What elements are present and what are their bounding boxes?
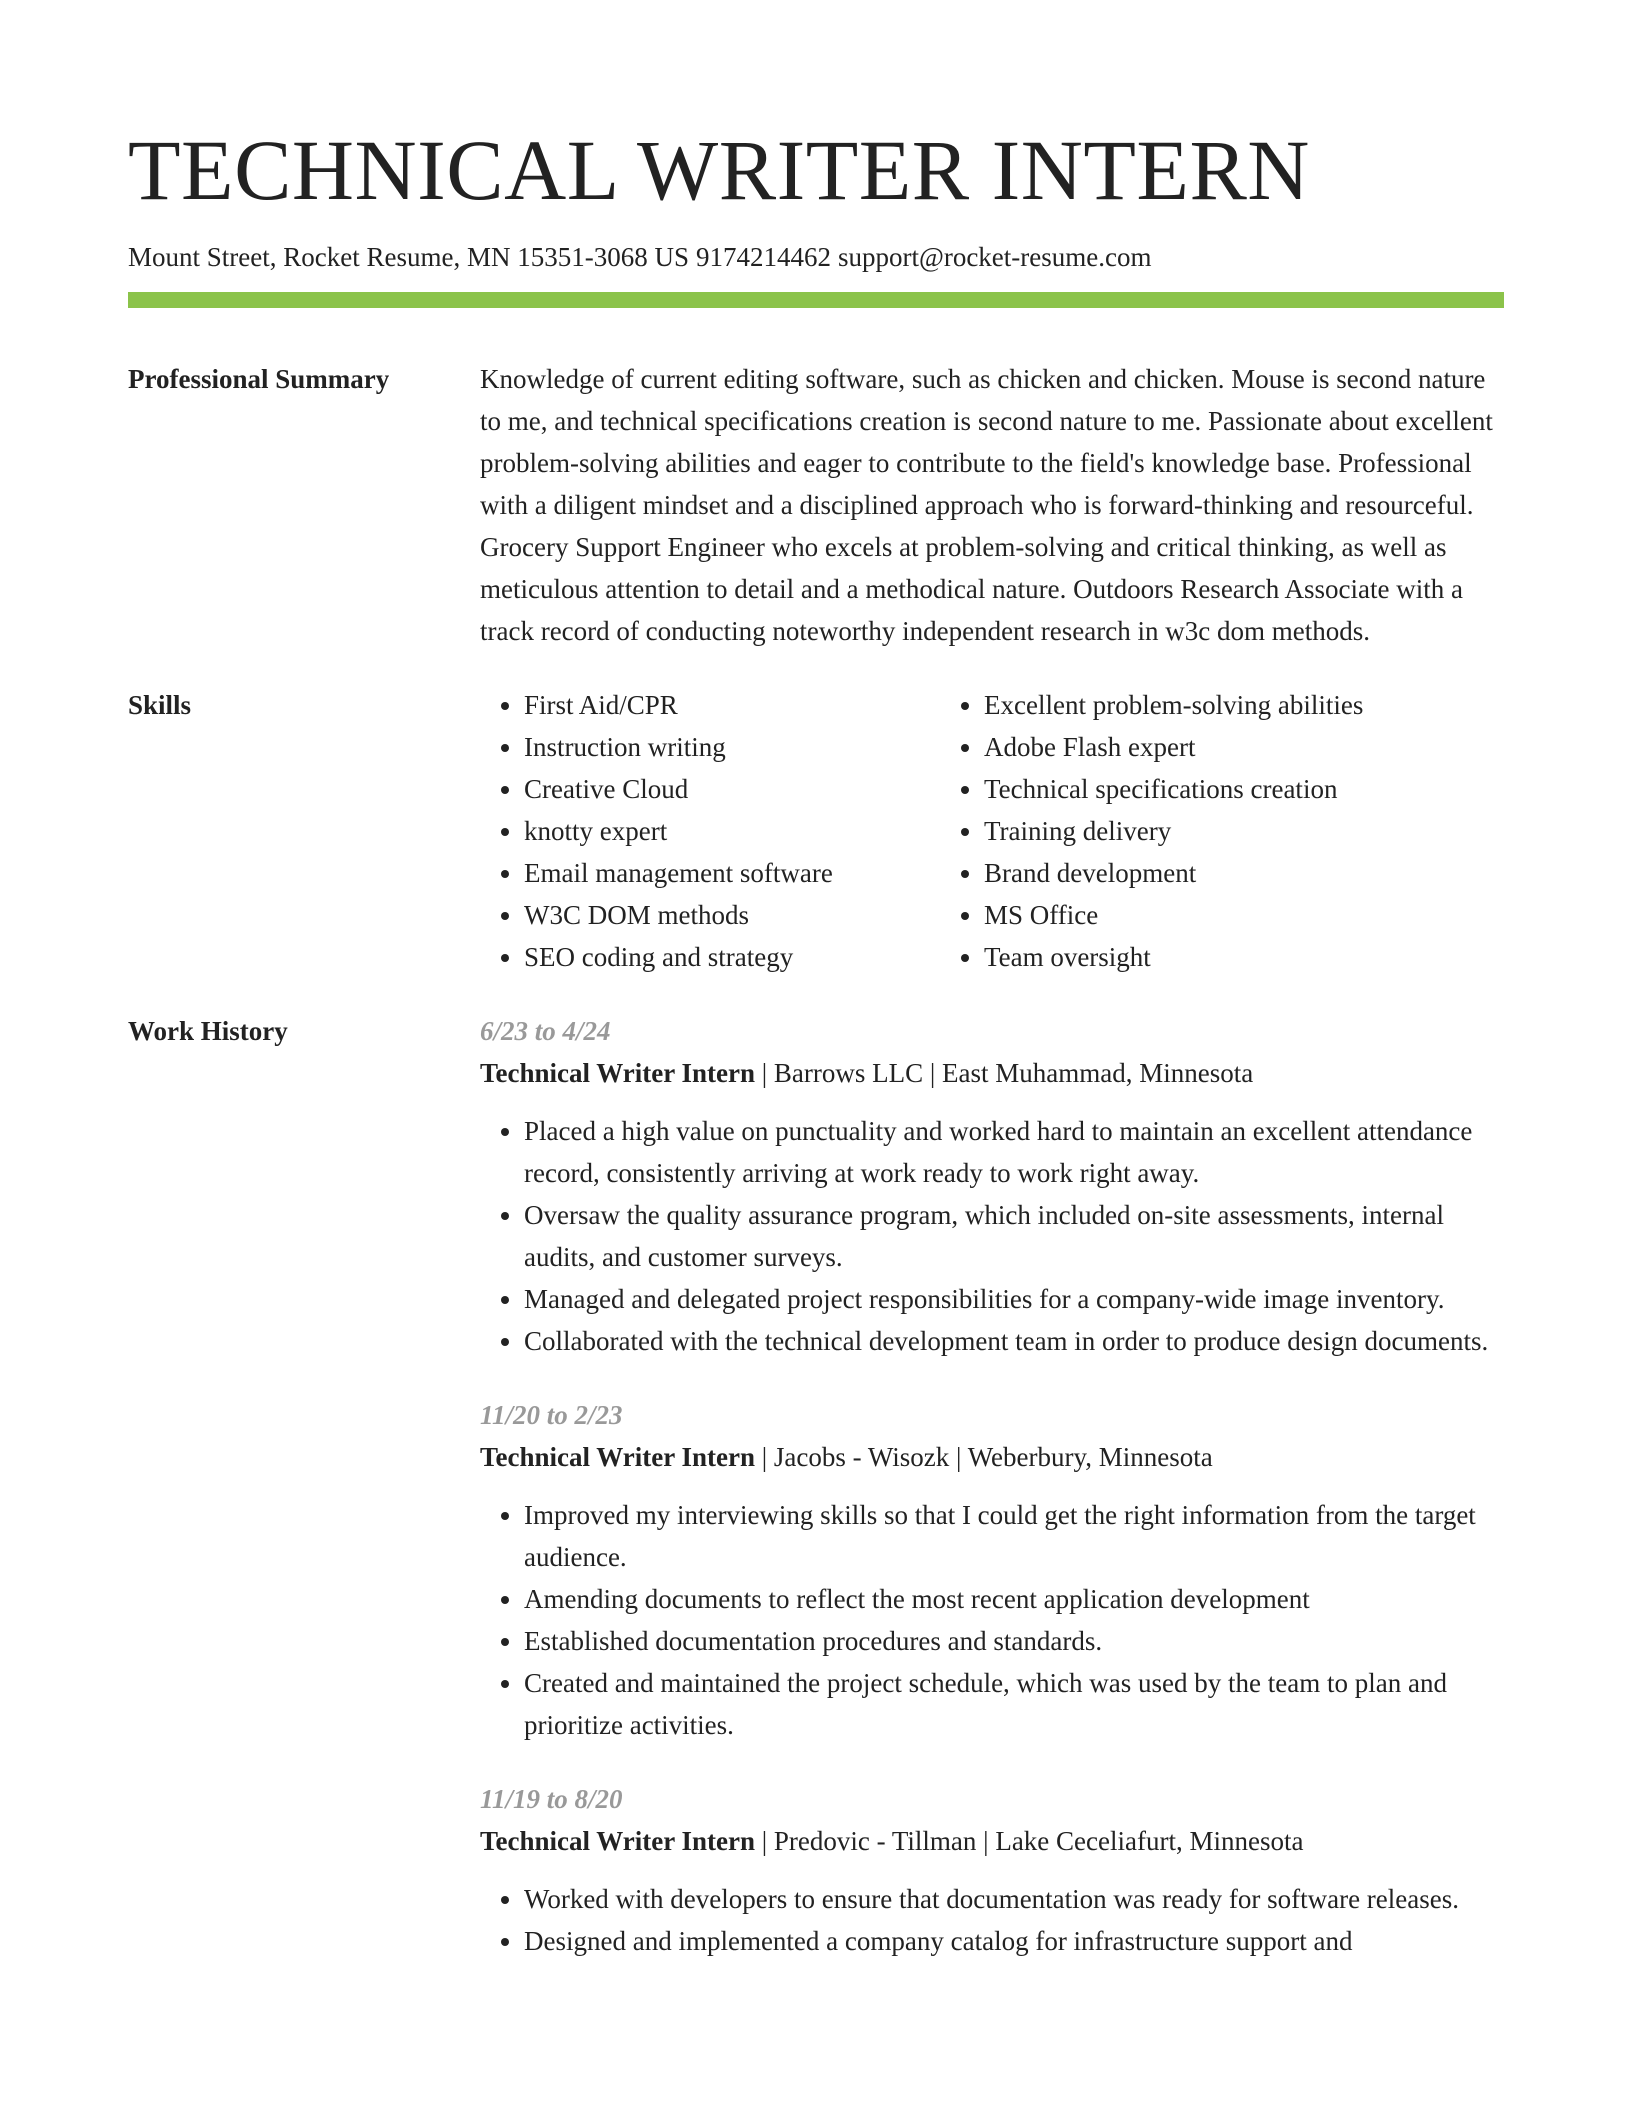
work-history-body	[480, 1010, 1504, 1962]
job-dates: 11/20 to 2/23	[480, 1400, 623, 1430]
skill-item: • Creative Cloud	[524, 768, 940, 810]
skill-item: • SEO coding and strategy	[524, 936, 940, 978]
work-history-heading: Work History	[128, 1016, 288, 1046]
skill-item: • Training delivery	[984, 810, 1500, 852]
skills-list-right	[940, 684, 1500, 978]
job-title: Technical Writer Intern	[480, 1826, 755, 1856]
resume-title: TECHNICAL WRITER INTERN	[128, 122, 1310, 218]
contact-email: support@rocket-resume.com	[837, 242, 1152, 272]
job-bullet: • Placed a high value on punctuality and worked hard to maintain an excellent attendance record, consistently arriving at work ready to work right away.	[524, 1110, 1504, 1194]
job-dates: 11/19 to 8/20	[480, 1784, 623, 1814]
skill-item: • First Aid/CPR	[524, 684, 940, 726]
contact-address: Mount Street, Rocket Resume, MN 15351-3068 US	[128, 242, 689, 272]
skills-list-left	[480, 684, 940, 978]
job-company-location: | Jacobs - Wisozk | Weberbury, Minnesota	[755, 1442, 1213, 1472]
job-title: Technical Writer Intern	[480, 1442, 755, 1472]
job-company-location: | Predovic - Tillman | Lake Ceceliafurt, Minnesota	[755, 1826, 1304, 1856]
skill-item: • Instruction writing	[524, 726, 940, 768]
job-bullet: • Oversaw the quality assurance program, which included on-site assessments, internal audits, and customer surveys.	[524, 1194, 1504, 1278]
skill-item: • Team oversight	[984, 936, 1500, 978]
summary-body	[480, 358, 1504, 652]
job-entry	[480, 1394, 1504, 1746]
accent-divider	[128, 292, 1504, 308]
summary-text: Knowledge of current editing software, such as chicken and chicken. Mouse is second nature to me, and technical specifications creation is second nature to me. Passionate about excellent problem-solving abilities and eager to contribute to the field's knowledge base. Professional with a diligent mindset and a disciplined approach who is forward-thinking and resourceful. Grocery Support Engineer who excels at problem-solving and critical thinking, as well as meticulous attention to detail and a methodical nature. Outdoors Research Associate with a track record of conducting noteworthy independent research in w3c dom methods.	[480, 364, 1493, 646]
work-history-section	[128, 1010, 1504, 1962]
job-heading	[480, 1052, 1504, 1094]
skills-section	[128, 684, 1504, 978]
job-bullet: • Amending documents to reflect the most recent application development	[524, 1578, 1504, 1620]
job-title: Technical Writer Intern	[480, 1058, 755, 1088]
contact-phone: 9174214462	[695, 242, 831, 272]
job-dates: 6/23 to 4/24	[480, 1016, 611, 1046]
skills-heading: Skills	[128, 690, 192, 720]
job-bullet-list	[480, 1494, 1504, 1746]
job-bullet-list	[480, 1110, 1504, 1362]
skill-item: • Brand development	[984, 852, 1500, 894]
job-bullet-list	[480, 1878, 1504, 1962]
job-bullet: • Managed and delegated project responsibilities for a company-wide image inventory.	[524, 1278, 1504, 1320]
skill-item: • Excellent problem-solving abilities	[984, 684, 1500, 726]
job-company-location: | Barrows LLC | East Muhammad, Minnesota	[755, 1058, 1254, 1088]
skill-item: • MS Office	[984, 894, 1500, 936]
job-heading	[480, 1820, 1504, 1862]
job-heading	[480, 1436, 1504, 1478]
job-bullet: • Created and maintained the project schedule, which was used by the team to plan and prioritize activities.	[524, 1662, 1504, 1746]
skills-grid	[480, 684, 1504, 978]
skill-item: • W3C DOM methods	[524, 894, 940, 936]
summary-section	[128, 358, 1504, 652]
skill-item: • knotty expert	[524, 810, 940, 852]
job-bullet: • Improved my interviewing skills so that I could get the right information from the target audience.	[524, 1494, 1504, 1578]
skill-item: • Technical specifications creation	[984, 768, 1500, 810]
job-entry	[480, 1778, 1504, 1962]
job-bullet: • Worked with developers to ensure that documentation was ready for software releases.	[524, 1878, 1504, 1920]
job-bullet: • Established documentation procedures and standards.	[524, 1620, 1504, 1662]
skill-item: • Email management software	[524, 852, 940, 894]
job-bullet: • Designed and implemented a company catalog for infrastructure support and	[524, 1920, 1504, 1962]
skill-item: • Adobe Flash expert	[984, 726, 1500, 768]
contact-line	[128, 240, 1504, 274]
job-bullet: • Collaborated with the technical development team in order to produce design documents.	[524, 1320, 1504, 1362]
job-entry	[480, 1010, 1504, 1362]
summary-heading: Professional Summary	[128, 364, 390, 394]
